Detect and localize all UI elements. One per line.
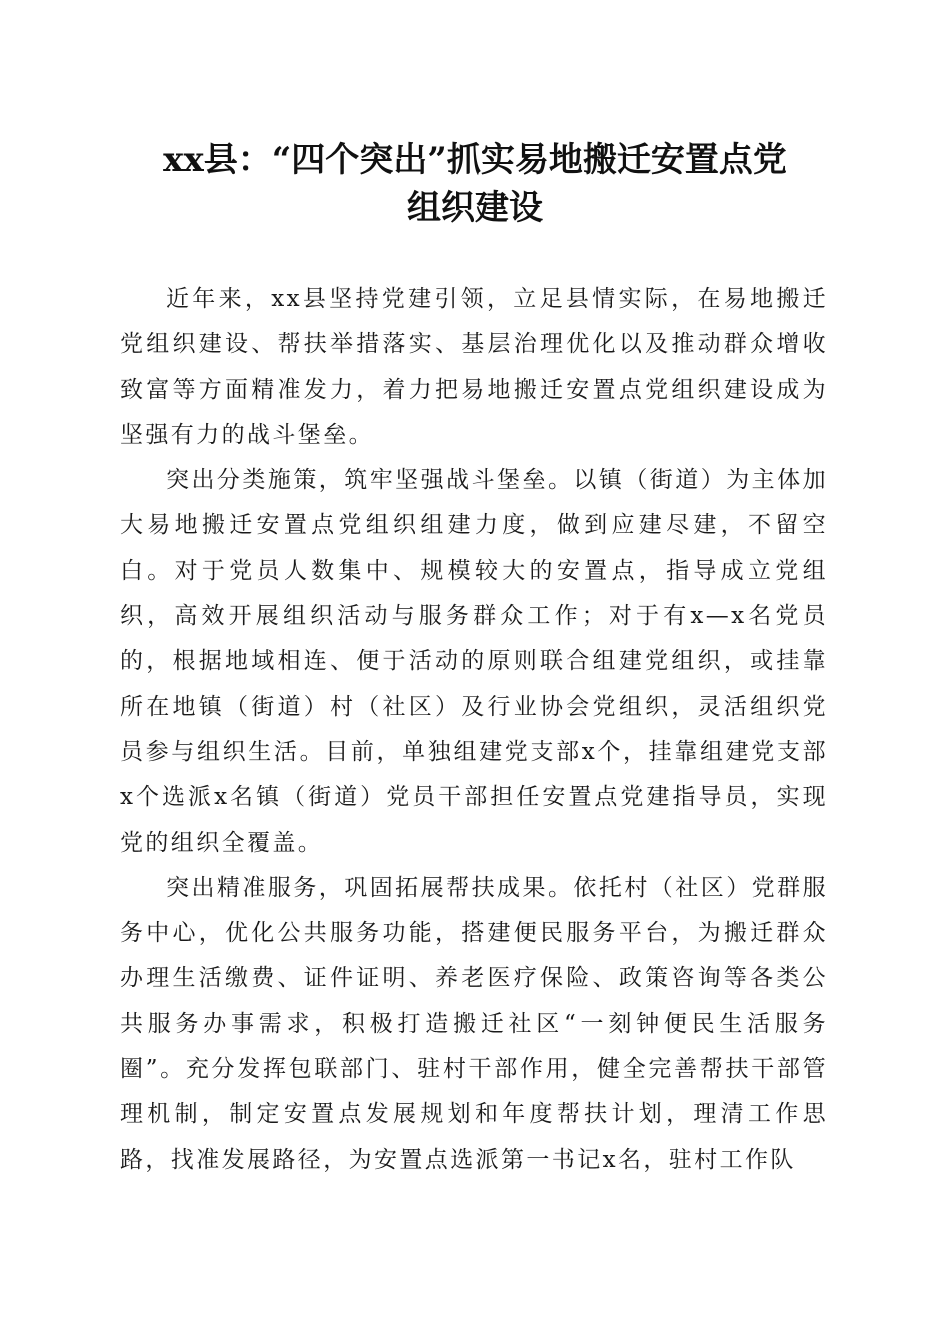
document-body	[120, 277, 828, 1183]
title-line-2: 组织建设	[407, 188, 543, 228]
paragraph-intro: 近年来，xx县坚持党建引领，立足县情实际，在易地搬迁党组织建设、帮扶举措落实、基层治理优化以及推动群众增收致富等方面精准发力，着力把易地搬迁安置点党组织建设成为坚强有力的战斗堡垒。	[120, 286, 828, 448]
paragraph-service: 突出精准服务，巩固拓展帮扶成果。依托村（社区）党群服务中心，优化公共服务功能，搭建便民服务平台，为搬迁群众办理生活缴费、证件证明、养老医疗保险、政策咨询等各类公共服务办事需求，积极打造搬迁社区“一刻钟便民生活服务圈”。充分发挥包联部门、驻村干部作用，健全完善帮扶干部管理机制，制定安置点发展规划和年度帮扶计划，理清工作思路，找准发展路径，为安置点选派第一书记x名，驻村工作队	[120, 874, 828, 1173]
document-title	[100, 136, 850, 232]
title-line-1: xx县：“四个突出”抓实易地搬迁安置点党	[163, 140, 787, 180]
paragraph-classification: 突出分类施策，筑牢坚强战斗堡垒。以镇（街道）为主体加大易地搬迁安置点党组织组建力度，做到应建尽建，不留空白。对于党员人数集中、规模较大的安置点，指导成立党组织，高效开展组织活动与服务群众工作；对于有x—x名党员的，根据地域相连、便于活动的原则联合组建党组织，或挂靠所在地镇（街道）村（社区）及行业协会党组织，灵活组织党员参与组织生活。目前，单独组建党支部x个，挂靠组建党支部x个选派x名镇（街道）党员干部担任安置点党建指导员，实现党的组织全覆盖。	[120, 467, 828, 856]
